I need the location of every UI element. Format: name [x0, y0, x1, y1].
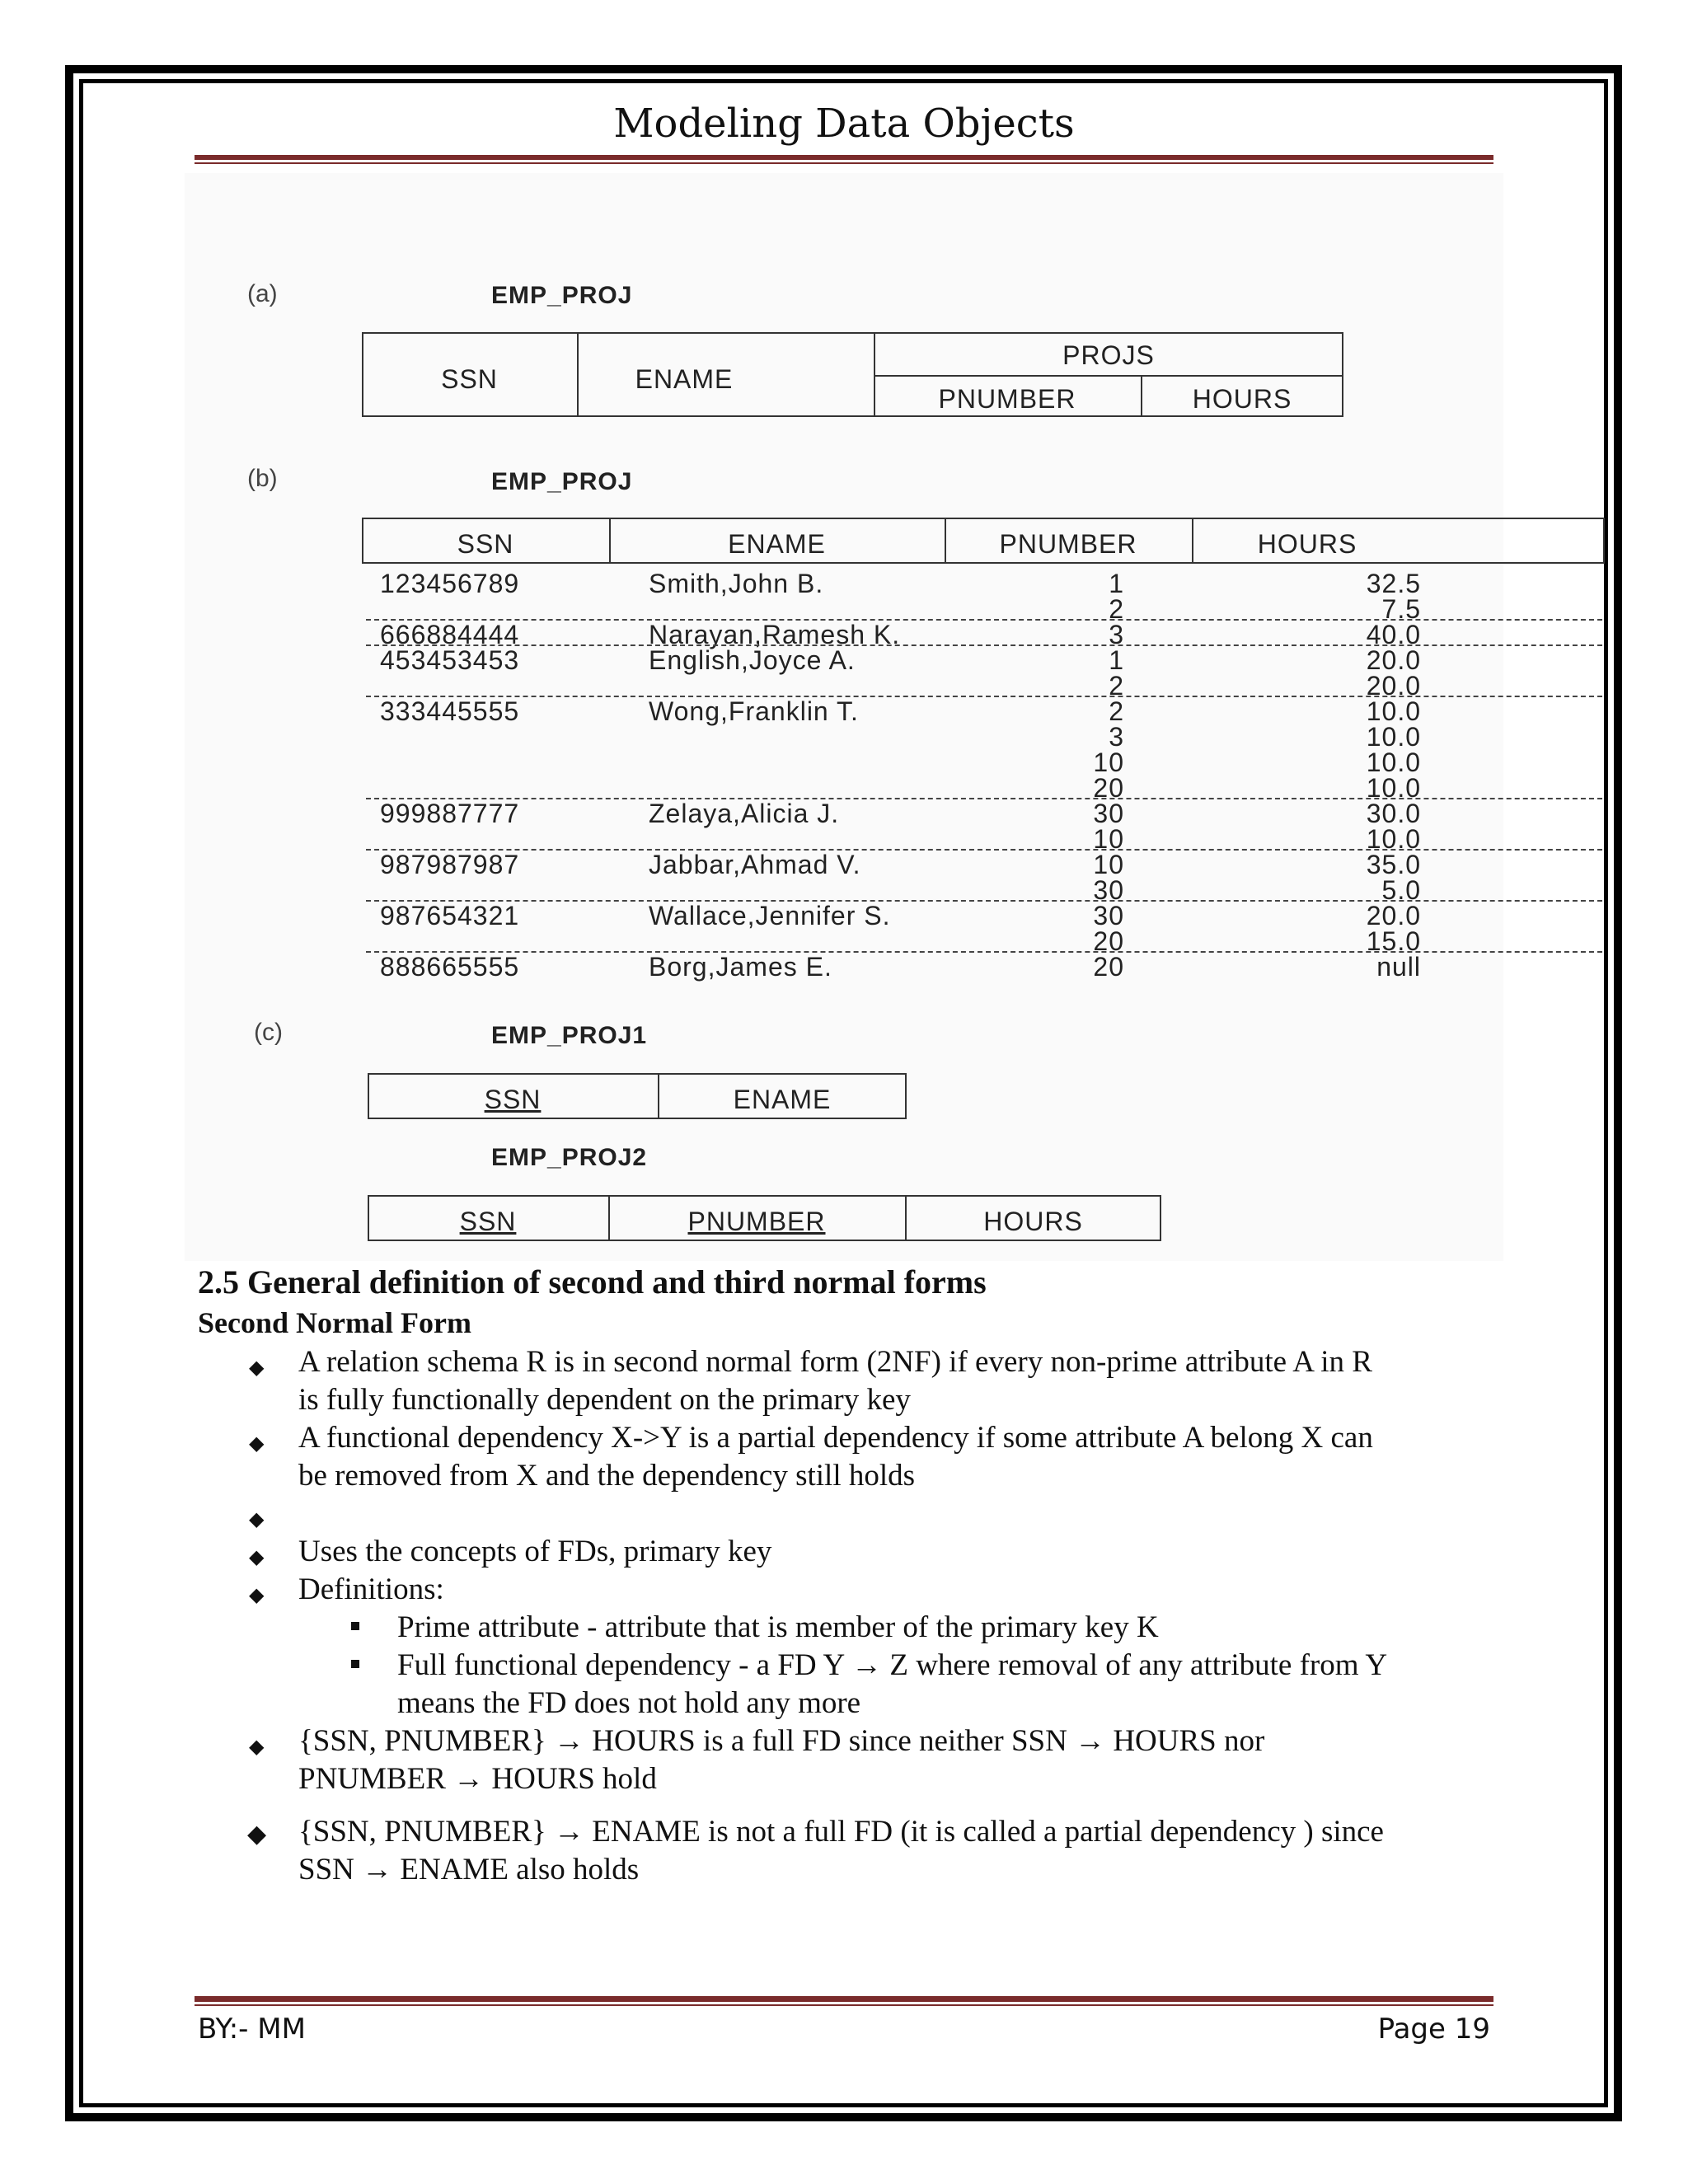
- cell-hours: 10.0: [1366, 824, 1421, 854]
- table-header-ename: ENAME: [728, 529, 826, 559]
- cell-pnumber: 10: [1093, 850, 1124, 879]
- cell-hours: 7.5: [1381, 594, 1421, 624]
- emp-proj1-col-ssn: SSN: [484, 1085, 542, 1114]
- header-rule-thin: [195, 162, 1493, 164]
- footer-rule: [195, 1996, 1493, 2002]
- bullet-text: Definitions:: [298, 1572, 444, 1606]
- cell-ssn: 987654321: [380, 901, 520, 930]
- cell-pnumber: 30: [1093, 875, 1124, 905]
- cell-ssn: 123456789: [380, 569, 520, 598]
- cell-hours: 10.0: [1366, 748, 1421, 777]
- bullet-text: is fully functionally dependent on the primary key: [298, 1383, 911, 1417]
- cell-hours: 30.0: [1366, 799, 1421, 828]
- cell-hours: 10.0: [1366, 696, 1421, 726]
- sub-bullet-text: means the FD does not hold any more: [397, 1686, 861, 1720]
- normalization-figure: [185, 173, 1503, 1261]
- diamond-bullet-icon: ◆: [249, 1547, 265, 1568]
- cell-pnumber: 1: [1109, 645, 1124, 675]
- bullet-text: PNUMBER → HOURS hold: [298, 1762, 657, 1796]
- cell-ename: Smith,John B.: [649, 569, 824, 598]
- cell-ename: Borg,James E.: [649, 952, 832, 982]
- cell-hours: 20.0: [1366, 901, 1421, 930]
- cell-ssn: 999887777: [380, 799, 520, 828]
- figure-c-table2-name: EMP_PROJ2: [491, 1144, 648, 1171]
- cell-ename: English,Joyce A.: [649, 645, 856, 675]
- schema-col-hours: HOURS: [1192, 384, 1292, 414]
- square-bullet-icon: [351, 1660, 359, 1668]
- diamond-bullet-icon: ◆: [249, 1585, 265, 1606]
- cell-pnumber: 20: [1093, 773, 1124, 803]
- cell-pnumber: 30: [1093, 799, 1124, 828]
- figure-b-table-name: EMP_PROJ: [491, 468, 633, 495]
- cell-ename: Wallace,Jennifer S.: [649, 901, 891, 930]
- cell-pnumber: 20: [1093, 926, 1124, 956]
- cell-ssn: 333445555: [380, 696, 520, 726]
- bullet-text: A functional dependency X->Y is a partial dependency if some attribute A belong X can: [298, 1421, 1373, 1455]
- diamond-bullet-icon: ◆: [249, 1509, 265, 1530]
- table-header-pnumber: PNUMBER: [999, 529, 1137, 559]
- section-subheading: Second Normal Form: [198, 1306, 471, 1339]
- schema-col-ssn: SSN: [441, 364, 498, 394]
- cell-hours: 5.0: [1381, 875, 1421, 905]
- bullet-text: {SSN, PNUMBER} → ENAME is not a full FD (it is called a partial dependency ) since: [298, 1815, 1384, 1849]
- cell-hours: 32.5: [1366, 569, 1421, 598]
- diamond-bullet-icon: ◆: [249, 1357, 265, 1379]
- cell-hours: 15.0: [1366, 926, 1421, 956]
- table-header-ssn: SSN: [457, 529, 514, 559]
- cell-hours: 20.0: [1366, 671, 1421, 701]
- cell-hours: 20.0: [1366, 645, 1421, 675]
- emp-proj2-col-pnumber: PNUMBER: [687, 1207, 826, 1236]
- cell-ename: Zelaya,Alicia J.: [649, 799, 840, 828]
- schema-col-ename: ENAME: [635, 364, 734, 394]
- schema-group-projs: PROJS: [1062, 340, 1155, 370]
- cell-hours: 35.0: [1366, 850, 1421, 879]
- cell-ename: Jabbar,Ahmad V.: [649, 850, 861, 879]
- cell-hours: null: [1376, 952, 1421, 982]
- page-header-title: Modeling Data Objects: [613, 101, 1075, 147]
- bullet-text: {SSN, PNUMBER} → HOURS is a full FD since neither SSN → HOURS nor: [298, 1724, 1265, 1758]
- cell-ssn: 987987987: [380, 850, 520, 879]
- cell-hours: 10.0: [1366, 773, 1421, 803]
- cell-pnumber: 30: [1093, 901, 1124, 930]
- table-header-hours: HOURS: [1257, 529, 1357, 559]
- section-heading: 2.5 General definition of second and third normal forms: [198, 1263, 987, 1301]
- sub-bullet-text: Prime attribute - attribute that is member of the primary key K: [397, 1610, 1159, 1644]
- bullet-text: A relation schema R is in second normal form (2NF) if every non-prime attribute A in R: [298, 1345, 1372, 1379]
- emp-proj2-col-hours: HOURS: [983, 1207, 1083, 1236]
- figure-c-table1-name: EMP_PROJ1: [491, 1022, 648, 1049]
- page-number: Page 19: [1377, 2013, 1490, 2046]
- cell-pnumber: 20: [1093, 952, 1124, 982]
- cell-ssn: 666884444: [380, 620, 520, 649]
- cell-ename: Narayan,Ramesh K.: [649, 620, 901, 649]
- emp-proj1-col-ename: ENAME: [733, 1085, 832, 1114]
- figure-a-table-name: EMP_PROJ: [491, 282, 633, 309]
- header-rule: [195, 155, 1493, 160]
- diamond-bullet-icon: ◆: [249, 1433, 265, 1455]
- cell-pnumber: 10: [1093, 748, 1124, 777]
- bullet-text: SSN → ENAME also holds: [298, 1853, 640, 1886]
- schema-col-pnumber: PNUMBER: [938, 384, 1076, 414]
- cell-hours: 10.0: [1366, 722, 1421, 752]
- figure-a-label: (a): [247, 280, 278, 307]
- cell-pnumber: 2: [1109, 696, 1124, 726]
- bullet-text: Uses the concepts of FDs, primary key: [298, 1535, 772, 1568]
- footer-author: BY:- MM: [198, 2013, 306, 2046]
- cell-hours: 40.0: [1366, 620, 1421, 649]
- emp-proj2-col-ssn: SSN: [459, 1207, 517, 1236]
- diamond-bullet-icon: ◆: [247, 1821, 267, 1848]
- cell-pnumber: 10: [1093, 824, 1124, 854]
- cell-pnumber: 3: [1109, 620, 1124, 649]
- figure-b-label: (b): [247, 465, 278, 492]
- bullet-text: be removed from X and the dependency still holds: [298, 1459, 916, 1493]
- footer-rule-thin: [195, 2004, 1493, 2006]
- figure-c-label: (c): [254, 1019, 283, 1046]
- cell-pnumber: 1: [1109, 569, 1124, 598]
- cell-ename: Wong,Franklin T.: [649, 696, 859, 726]
- cell-pnumber: 2: [1109, 594, 1124, 624]
- cell-pnumber: 3: [1109, 722, 1124, 752]
- diamond-bullet-icon: ◆: [249, 1736, 265, 1758]
- cell-ssn: 888665555: [380, 952, 520, 982]
- sub-bullet-text: Full functional dependency - a FD Y → Z where removal of any attribute from Y: [397, 1648, 1388, 1682]
- cell-ssn: 453453453: [380, 645, 520, 675]
- cell-pnumber: 2: [1109, 671, 1124, 701]
- square-bullet-icon: [351, 1622, 359, 1630]
